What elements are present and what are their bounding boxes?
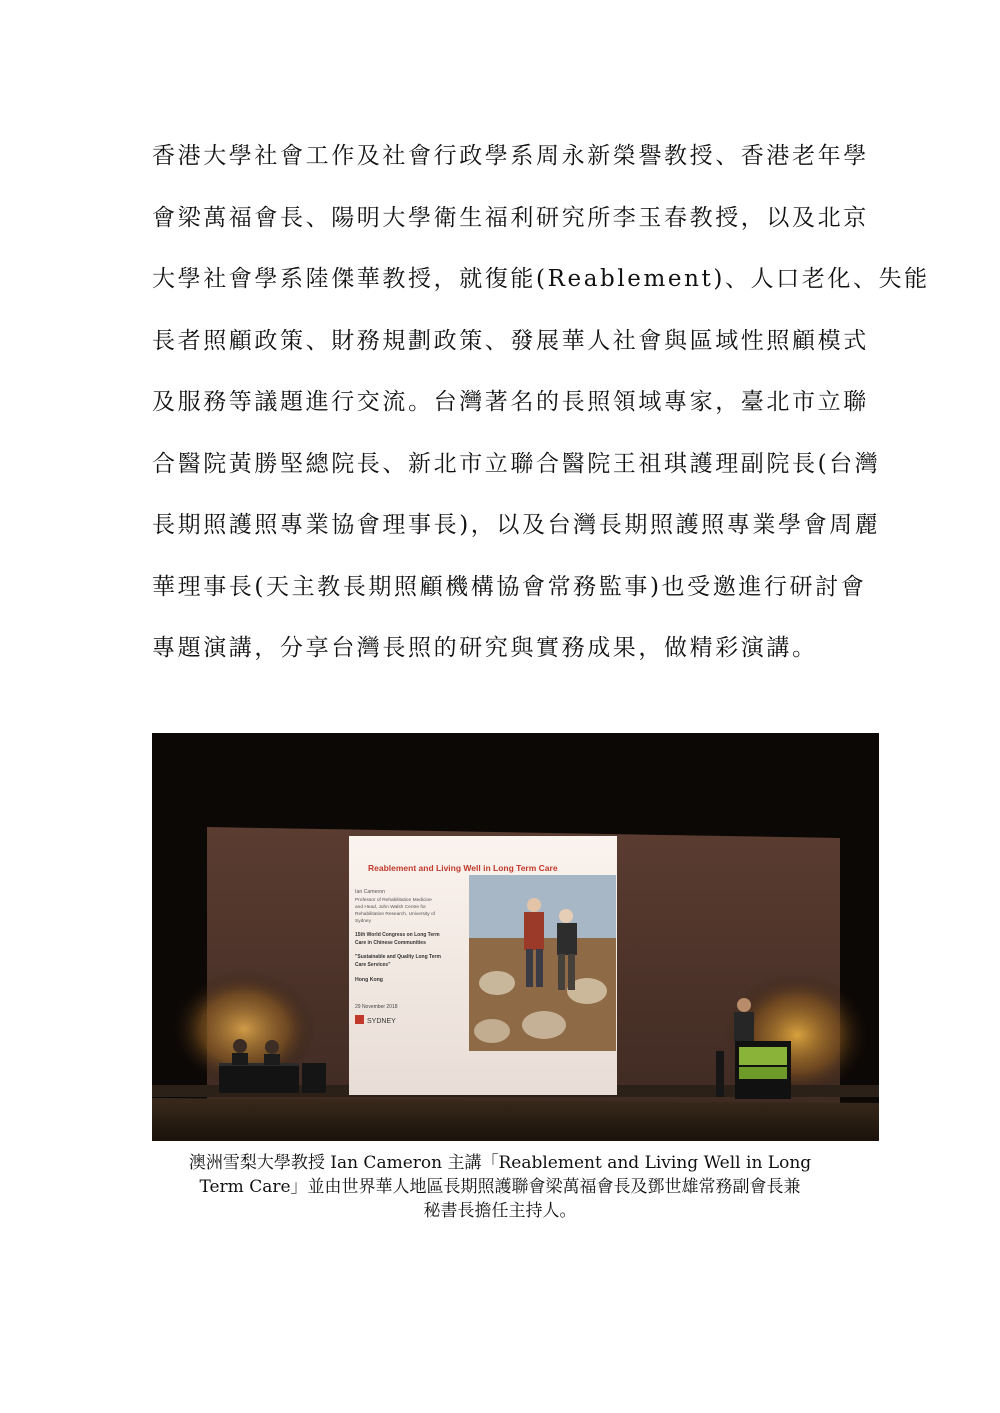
caption-line: Term Care」並由世界華人地區長期照護聯會梁萬福會長及鄧世雄常務副會長兼 [199,1177,801,1197]
caption-line: 澳洲雪梨大學教授 Ian Cameron 主講「Reablement and Living Well in Long [188,1153,812,1173]
paragraph-line: 會梁萬福會長、陽明大學衛生福利研究所李玉春教授，以及北京 [152,204,869,231]
paragraph-line: 長期照護照專業協會理事長)，以及台灣長期照護照專業學會周麗 [152,512,881,538]
paragraph-line: 長者照顧政策、財務規劃政策、發展華人社會與區域性照顧模式 [152,327,869,354]
paragraph-line: 大學社會學系陸傑華教授，就復能(Reablement)、人口老化、失能 [152,266,930,292]
svg-text:Professor of Rehabilitation Me: Professor of Rehabilitation Medicine [355,898,432,903]
svg-text:and Head, John Walsh Centre fo: and Head, John Walsh Centre for [355,905,427,910]
conference-photo [152,733,879,1141]
slide-logo: SYDNEY [367,1018,396,1025]
caption-line: 秘書長擔任主持人。 [423,1201,577,1221]
paragraph-line: 合醫院黃勝堅總院長、新北市立聯合醫院王祖琪護理副院長(台灣 [152,450,881,477]
svg-text:Care in Chinese Communities: Care in Chinese Communities [355,940,426,946]
svg-text:Hong Kong: Hong Kong [355,977,383,983]
paragraph-line: 及服務等議題進行交流。台灣著名的長照領域專家，臺北市立聯 [152,389,869,415]
photo-caption [150,1151,850,1223]
slide-speaker: Ian Cameron [355,889,385,895]
university-crest-icon [355,1015,364,1024]
svg-text:Sydney: Sydney [355,919,371,924]
svg-text:29 November 2018: 29 November 2018 [355,1004,398,1010]
body-paragraph [152,126,930,680]
slide-photo [469,875,616,1051]
svg-text:"Sustainable and Quality Long: "Sustainable and Quality Long Term [355,954,441,960]
paragraph-line: 香港大學社會工作及社會行政學系周永新榮譽教授、香港老年學 [152,143,869,169]
slide-title: Reablement and Living Well in Long Term Care [368,863,558,873]
paragraph-line: 專題演講，分享台灣長照的研究與實務成果，做精彩演講。 [152,635,818,661]
svg-text:Rehabilitation Research, Unive: Rehabilitation Research, University of [355,912,435,917]
svg-text:15th World Congress on Long Te: 15th World Congress on Long Term [355,932,440,938]
paragraph-line: 華理事長(天主教長期照顧機構協會常務監事)也受邀進行研討會 [152,573,867,600]
svg-text:Care Services": Care Services" [355,962,391,968]
